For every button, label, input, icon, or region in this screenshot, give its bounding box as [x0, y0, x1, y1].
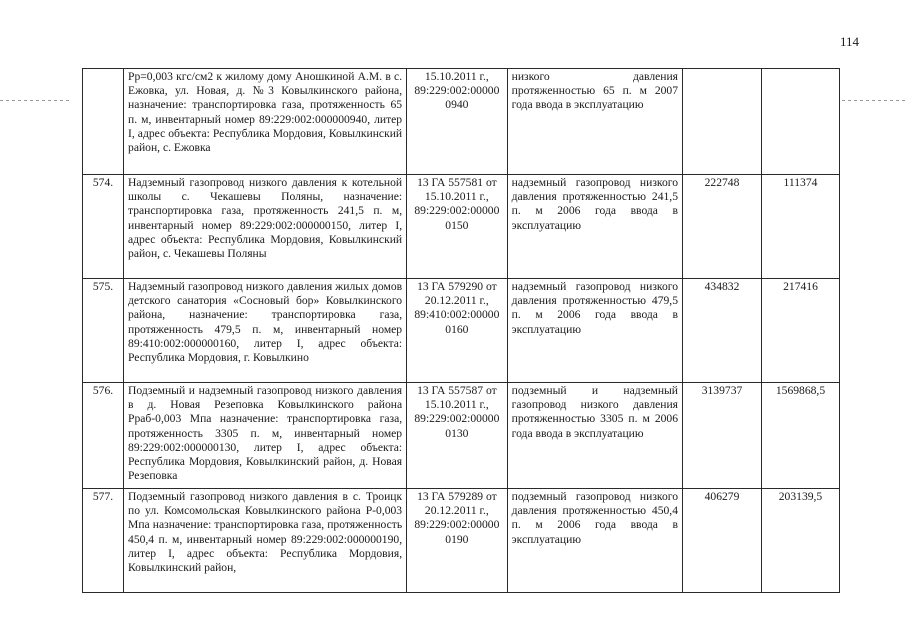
- table-row: [83, 279, 840, 383]
- object-description: Надземный газопровод низкого давления к котельной школы с. Чекашевы Поляны, назначение: транспортировка газа, протяженность 241,5 п. м, инвентарный номер 89:229:002:000000150, литер I, адрес объекта: Республика Мордовия, Ковылкинский район, с. Чекашевы Поляны: [124, 175, 407, 279]
- technical-description: низкого давления протяженностью 65 п. м 2007 года ввода в эксплуатацию: [507, 69, 682, 175]
- value-cell-b: 217416: [761, 279, 839, 383]
- value-cell-a: 406279: [683, 489, 762, 593]
- table-row: [83, 69, 840, 175]
- value-cell-b: [761, 69, 839, 175]
- value-cell-a: [683, 69, 762, 175]
- value-cell-a: 3139737: [683, 383, 762, 489]
- table-row: [83, 383, 840, 489]
- technical-description: подземный газопровод низкого давления протяженностью 450,4 п. м 2006 года ввода в эксплуатацию: [507, 489, 682, 593]
- scan-artifact-left: [0, 100, 72, 101]
- object-description: Рр=0,003 кгс/см2 к жилому дому Аношкиной А.М. в с. Ежовка, ул. Новая, д. №3 Ковылкинского района, назначение: транспортировка газа, протяженность 65 п. м, инвентарный номер 89:229:002:000000940, литер I, адрес объекта: Республика Мордовия, Ковылкинский район, с. Ежовка: [124, 69, 407, 175]
- row-number: 577.: [83, 489, 124, 593]
- value-cell-a: 434832: [683, 279, 762, 383]
- object-description: Подземный газопровод низкого давления в с. Троицк по ул. Комсомольская Ковылкинского района Р-0,003 Мпа назначение: транспортировка газа, протяженность 450,4 п. м, инвентарный номер 89:229:002:000000190, литер I, адрес объекта: Республика Мордовия, Ковылкинский район,: [124, 489, 407, 593]
- row-number: 574.: [83, 175, 124, 279]
- row-number: 575.: [83, 279, 124, 383]
- value-cell-b: 111374: [761, 175, 839, 279]
- registration-info: 15.10.2011 г., 89:229:002:00000 0940: [407, 69, 508, 175]
- value-cell-a: 222748: [683, 175, 762, 279]
- table-row: [83, 489, 840, 593]
- registration-info: 13 ГА 557587 от 15.10.2011 г., 89:229:002:00000 0130: [407, 383, 508, 489]
- registration-info: 13 ГА 579290 от 20.12.2011 г., 89:410:002:00000 0160: [407, 279, 508, 383]
- registration-info: 13 ГА 557581 от 15.10.2011 г., 89:229:002:00000 0150: [407, 175, 508, 279]
- row-number: 576.: [83, 383, 124, 489]
- value-cell-b: 1569868,5: [761, 383, 839, 489]
- technical-description: надземный газопровод низкого давления протяженностью 241,5 п. м 2006 года ввода в эксплуатацию: [507, 175, 682, 279]
- value-cell-b: 203139,5: [761, 489, 839, 593]
- object-description: Подземный и надземный газопровод низкого давления в д. Новая Резеповка Ковылкинского района Рраб-0,003 Мпа назначение: транспортировка газа, протяженность 3305 п. м, инвентарный номер 89:229:002:000000130, литер I, адрес объекта: Республика Мордовия, Ковылкинский район, д. Новая Резеповка: [124, 383, 407, 489]
- property-registry-table: [82, 68, 840, 593]
- object-description: Надземный газопровод низкого давления жилых домов детского санатория «Сосновый бор» Ковылкинского района, назначение: транспортировка газа, протяженность 479,5 п. м, инвентарный номер 89:410:002:000000160, литер I, адрес объекта: Республика Мордовия, г. Ковылкино: [124, 279, 407, 383]
- scan-artifact-right: [842, 100, 905, 101]
- registration-info: 13 ГА 579289 от 20.12.2011 г., 89:229:002:00000 0190: [407, 489, 508, 593]
- page-number: 114: [839, 34, 859, 49]
- technical-description: надземный газопровод низкого давления протяженностью 479,5 п. м 2006 года ввода в эксплуатацию: [507, 279, 682, 383]
- table-row: [83, 175, 840, 279]
- technical-description: подземный и надземный газопровод низкого давления протяженностью 3305 п. м 2006 года ввода в эксплуатацию: [507, 383, 682, 489]
- row-number: [83, 69, 124, 175]
